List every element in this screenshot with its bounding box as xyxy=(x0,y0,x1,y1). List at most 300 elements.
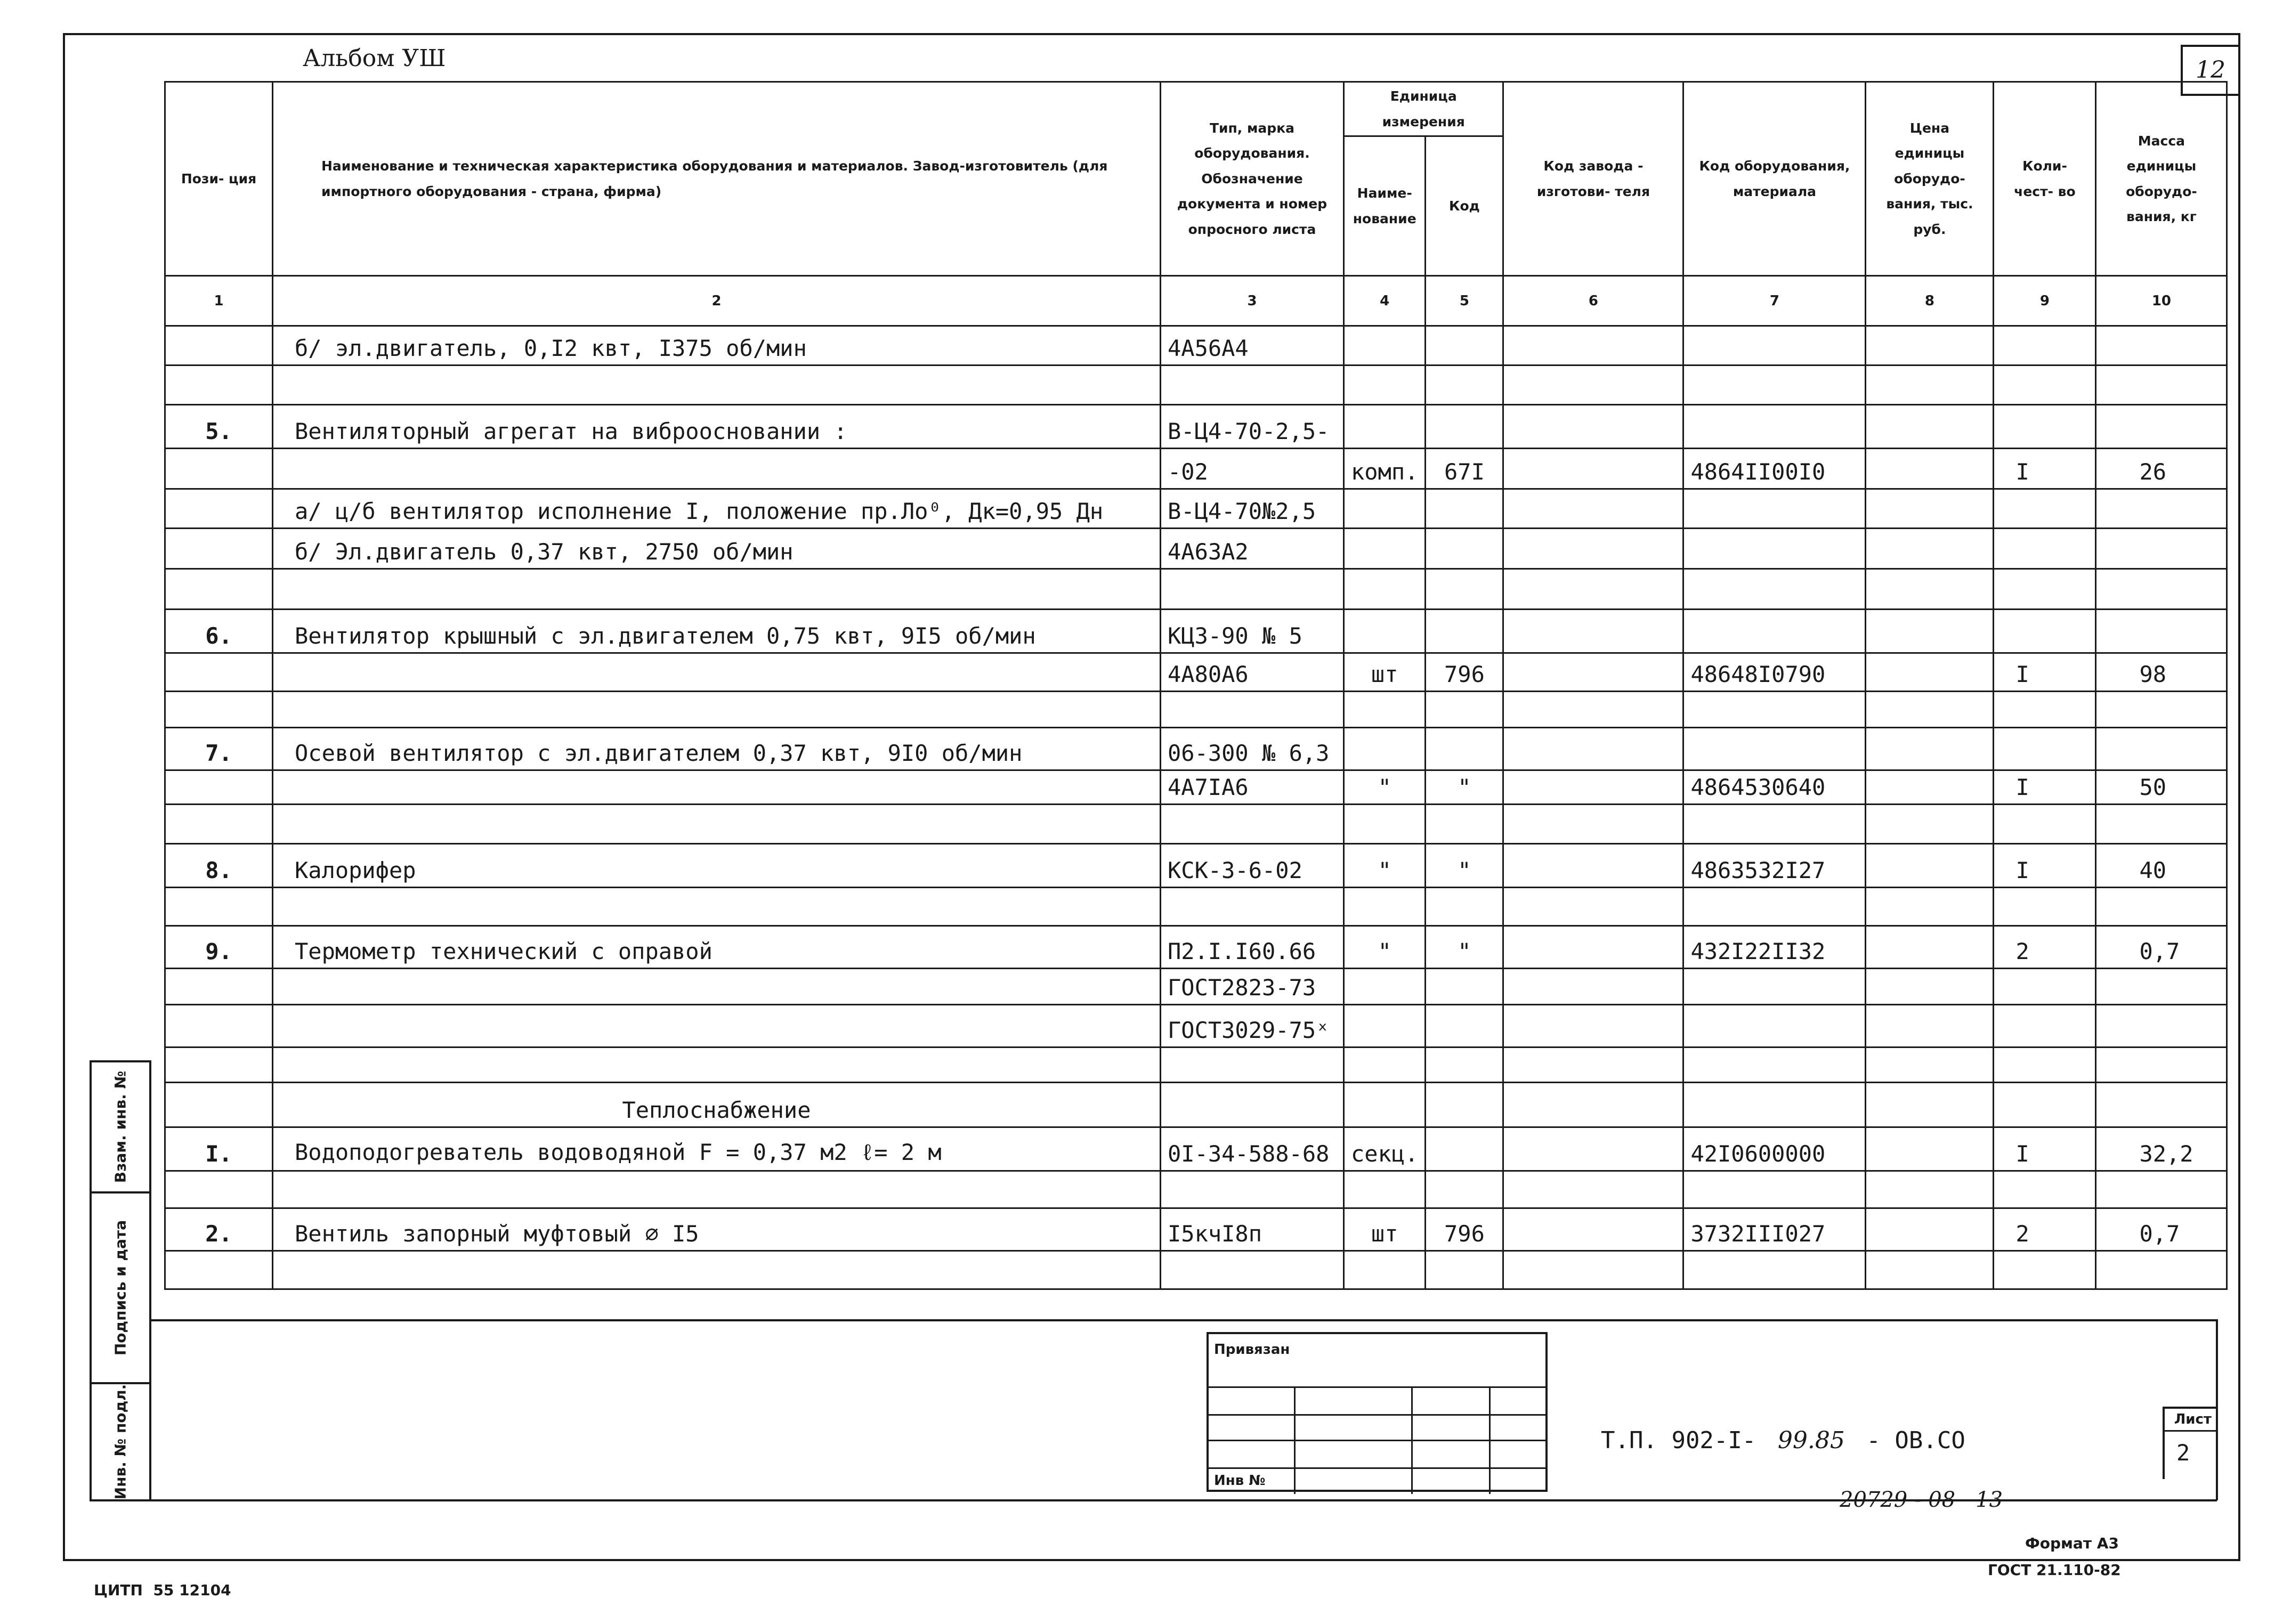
cell-name: б/ Эл.двигатель 0,37 квт, 2750 об/мин xyxy=(273,529,1161,569)
inventory-label: Инв № xyxy=(1214,1473,1266,1489)
cell-factory-code xyxy=(1503,844,1683,888)
cell-name: Вентиляторный агрегат на виброосновании : xyxy=(273,405,1161,449)
table-row xyxy=(165,610,2227,653)
cell-unit-code xyxy=(1426,489,1503,529)
binding-stamp xyxy=(1207,1332,1548,1492)
cell-factory-code xyxy=(1503,1251,1683,1289)
cell-type: 4А7IА6 xyxy=(1161,770,1344,805)
cell-unit-code: 796 xyxy=(1426,1208,1503,1251)
cell-mass xyxy=(2096,326,2227,366)
cell-price xyxy=(1866,326,1994,366)
cell-position xyxy=(165,692,273,728)
title-block-right-line xyxy=(2216,1319,2218,1500)
cell-unit-name: комп. xyxy=(1344,449,1426,489)
cell-factory-code xyxy=(1503,692,1683,728)
cell-equipment-code: 48648I0790 xyxy=(1683,653,1866,692)
cell-price xyxy=(1866,653,1994,692)
col-header-unit-code: Код xyxy=(1426,136,1503,276)
document-code xyxy=(1601,1427,1965,1454)
cell-factory-code xyxy=(1503,1171,1683,1208)
cell-position xyxy=(165,326,273,366)
cell-mass: 32,2 xyxy=(2096,1127,2227,1171)
cell-unit-name: " xyxy=(1344,844,1426,888)
cell-price xyxy=(1866,888,1994,926)
cell-mass: 40 xyxy=(2096,844,2227,888)
cell-quantity: I xyxy=(1994,844,2096,888)
cell-position xyxy=(165,366,273,405)
cell-unit-name: " xyxy=(1344,926,1426,969)
footer-code: ЦИТП 55 12104 xyxy=(94,1581,231,1599)
table-row xyxy=(165,770,2227,805)
sheet-number: 2 xyxy=(2176,1440,2190,1466)
cell-mass xyxy=(2096,888,2227,926)
cell-quantity: I xyxy=(1994,770,2096,805)
cell-price xyxy=(1866,1208,1994,1251)
cell-position xyxy=(165,529,273,569)
cell-type xyxy=(1161,569,1344,610)
cell-name xyxy=(273,449,1161,489)
table-row xyxy=(165,1083,2227,1127)
cell-unit-name xyxy=(1344,1048,1426,1083)
cell-equipment-code xyxy=(1683,405,1866,449)
cell-position xyxy=(165,805,273,844)
cell-quantity xyxy=(1994,326,2096,366)
cell-equipment-code xyxy=(1683,366,1866,405)
col-header-mass: Масса единицы оборудо- вания, кг xyxy=(2096,82,2227,276)
cell-name xyxy=(273,888,1161,926)
cell-position xyxy=(165,489,273,529)
cell-unit-name: " xyxy=(1344,770,1426,805)
cell-unit-code: " xyxy=(1426,926,1503,969)
cell-unit-name xyxy=(1344,610,1426,653)
cell-unit-code xyxy=(1426,692,1503,728)
cell-unit-code: " xyxy=(1426,844,1503,888)
cell-equipment-code xyxy=(1683,692,1866,728)
cell-type: 06-300 № 6,3 xyxy=(1161,728,1344,770)
col-number-3: 3 xyxy=(1161,276,1344,326)
col-number-5: 5 xyxy=(1426,276,1503,326)
cell-position xyxy=(165,1048,273,1083)
cell-position: 6. xyxy=(165,610,273,653)
sheet-label: Лист xyxy=(2165,1409,2216,1432)
cell-factory-code xyxy=(1503,770,1683,805)
cell-mass xyxy=(2096,489,2227,529)
cell-mass xyxy=(2096,610,2227,653)
col-number-7: 7 xyxy=(1683,276,1866,326)
cell-quantity xyxy=(1994,610,2096,653)
cell-quantity: 2 xyxy=(1994,1208,2096,1251)
cell-price xyxy=(1866,926,1994,969)
cell-price xyxy=(1866,844,1994,888)
col-header-equipment-code: Код оборудования, материала xyxy=(1683,82,1866,276)
cell-price xyxy=(1866,1127,1994,1171)
table-row xyxy=(165,728,2227,770)
cell-unit-code xyxy=(1426,569,1503,610)
col-header-price: Цена единицы оборудо- вания, тыс. руб. xyxy=(1866,82,1994,276)
cell-name xyxy=(273,969,1161,1005)
table-row xyxy=(165,1171,2227,1208)
album-title: Альбом УШ xyxy=(303,45,446,72)
cell-mass: 98 xyxy=(2096,653,2227,692)
cell-type xyxy=(1161,1251,1344,1289)
cell-name xyxy=(273,1005,1161,1048)
cell-unit-name xyxy=(1344,1083,1426,1127)
cell-equipment-code xyxy=(1683,805,1866,844)
cell-position xyxy=(165,888,273,926)
cell-name xyxy=(273,1171,1161,1208)
cell-factory-code xyxy=(1503,529,1683,569)
cell-unit-name xyxy=(1344,805,1426,844)
cell-type: 4А80А6 xyxy=(1161,653,1344,692)
specification-table xyxy=(164,81,2228,1290)
col-header-unit-name: Наиме- нование xyxy=(1344,136,1426,276)
cell-quantity xyxy=(1994,489,2096,529)
sheet-box xyxy=(2163,1407,2216,1479)
cell-equipment-code: 4864530640 xyxy=(1683,770,1866,805)
cell-quantity xyxy=(1994,366,2096,405)
cell-type: ГОСТ3029-75ˣ xyxy=(1161,1005,1344,1048)
cell-factory-code xyxy=(1503,569,1683,610)
cell-quantity xyxy=(1994,569,2096,610)
cell-name: Вентиль запорный муфтовый ∅ I5 xyxy=(273,1208,1161,1251)
cell-unit-code xyxy=(1426,366,1503,405)
cell-factory-code xyxy=(1503,653,1683,692)
col-number-8: 8 xyxy=(1866,276,1994,326)
cell-unit-code: " xyxy=(1426,770,1503,805)
side-original-inv xyxy=(90,1382,151,1501)
cell-unit-code: 67I xyxy=(1426,449,1503,489)
cell-quantity xyxy=(1994,1251,2096,1289)
cell-equipment-code: 4864II00I0 xyxy=(1683,449,1866,489)
cell-type: КЦЗ-90 № 5 xyxy=(1161,610,1344,653)
cell-equipment-code xyxy=(1683,1251,1866,1289)
cell-mass: 0,7 xyxy=(2096,1208,2227,1251)
table-row xyxy=(165,844,2227,888)
cell-quantity xyxy=(1994,405,2096,449)
cell-price xyxy=(1866,610,1994,653)
table-row xyxy=(165,805,2227,844)
cell-position xyxy=(165,449,273,489)
cell-name xyxy=(273,653,1161,692)
cell-equipment-code xyxy=(1683,1171,1866,1208)
cell-type: В-Ц4-70-2,5- xyxy=(1161,405,1344,449)
cell-mass xyxy=(2096,1005,2227,1048)
cell-name xyxy=(273,692,1161,728)
cell-position: I. xyxy=(165,1127,273,1171)
cell-position: 8. xyxy=(165,844,273,888)
cell-unit-name: шт xyxy=(1344,653,1426,692)
cell-factory-code xyxy=(1503,489,1683,529)
col-number-6: 6 xyxy=(1503,276,1683,326)
cell-unit-code xyxy=(1426,1083,1503,1127)
cell-quantity xyxy=(1994,888,2096,926)
cell-factory-code xyxy=(1503,610,1683,653)
cell-position xyxy=(165,653,273,692)
cell-equipment-code: 432I22II32 xyxy=(1683,926,1866,969)
cell-unit-name xyxy=(1344,326,1426,366)
cell-name: Вентилятор крышный с эл.двигателем 0,75 квт, 9I5 об/мин xyxy=(273,610,1161,653)
cell-mass: 0,7 xyxy=(2096,926,2227,969)
cell-name xyxy=(273,1251,1161,1289)
cell-unit-code xyxy=(1426,1171,1503,1208)
cell-equipment-code xyxy=(1683,489,1866,529)
cell-equipment-code xyxy=(1683,1005,1866,1048)
cell-type xyxy=(1161,1083,1344,1127)
cell-type: I5кчI8п xyxy=(1161,1208,1344,1251)
cell-factory-code xyxy=(1503,1048,1683,1083)
cell-price xyxy=(1866,405,1994,449)
table-row xyxy=(165,489,2227,529)
cell-factory-code xyxy=(1503,366,1683,405)
table-row xyxy=(165,1251,2227,1289)
cell-unit-name xyxy=(1344,728,1426,770)
cell-name: а/ ц/б вентилятор исполнение I, положение пр.Ло⁰, Дк=0,95 Дн xyxy=(273,489,1161,529)
cell-position xyxy=(165,1005,273,1048)
cell-mass xyxy=(2096,366,2227,405)
cell-position xyxy=(165,770,273,805)
cell-equipment-code: 42I0600000 xyxy=(1683,1127,1866,1171)
cell-equipment-code: 4863532I27 xyxy=(1683,844,1866,888)
table-row xyxy=(165,926,2227,969)
cell-position xyxy=(165,569,273,610)
col-header-name: Наименование и техническая характеристика оборудования и материалов. Завод-изготовитель (для импортного оборудования - страна, фирма) xyxy=(273,82,1161,276)
cell-unit-name xyxy=(1344,405,1426,449)
cell-name xyxy=(273,770,1161,805)
cell-type xyxy=(1161,366,1344,405)
cell-unit-code xyxy=(1426,1005,1503,1048)
cell-unit-code: 796 xyxy=(1426,653,1503,692)
cell-price xyxy=(1866,366,1994,405)
table-row xyxy=(165,653,2227,692)
table-row xyxy=(165,529,2227,569)
side-label: Подпись и дата xyxy=(111,1220,129,1356)
cell-type xyxy=(1161,1171,1344,1208)
cell-unit-name xyxy=(1344,489,1426,529)
cell-quantity xyxy=(1994,969,2096,1005)
cell-type: ГОСТ2823-73 xyxy=(1161,969,1344,1005)
cell-quantity: I xyxy=(1994,449,2096,489)
cell-position: 5. xyxy=(165,405,273,449)
cell-price xyxy=(1866,1048,1994,1083)
cell-price xyxy=(1866,728,1994,770)
cell-unit-name xyxy=(1344,1005,1426,1048)
cell-price xyxy=(1866,569,1994,610)
cell-price xyxy=(1866,529,1994,569)
cell-factory-code xyxy=(1503,326,1683,366)
cell-price xyxy=(1866,770,1994,805)
cell-factory-code xyxy=(1503,1005,1683,1048)
cell-unit-name: секц. xyxy=(1344,1127,1426,1171)
table-row xyxy=(165,1005,2227,1048)
table-row xyxy=(165,1048,2227,1083)
cell-unit-code xyxy=(1426,888,1503,926)
title-block-top-line xyxy=(151,1319,2217,1321)
cell-type xyxy=(1161,1048,1344,1083)
col-header-unit-group: Единица измерения xyxy=(1344,82,1503,136)
cell-equipment-code: 3732III027 xyxy=(1683,1208,1866,1251)
cell-name xyxy=(273,1048,1161,1083)
cell-equipment-code xyxy=(1683,529,1866,569)
col-number-2: 2 xyxy=(273,276,1161,326)
cell-mass xyxy=(2096,728,2227,770)
cell-mass xyxy=(2096,969,2227,1005)
cell-quantity xyxy=(1994,1005,2096,1048)
cell-price xyxy=(1866,449,1994,489)
table-row xyxy=(165,449,2227,489)
cell-equipment-code xyxy=(1683,1083,1866,1127)
table-row xyxy=(165,405,2227,449)
cell-name xyxy=(273,366,1161,405)
cell-price xyxy=(1866,1251,1994,1289)
cell-name: Теплоснабжение xyxy=(273,1083,1161,1127)
cell-quantity xyxy=(1994,1083,2096,1127)
cell-position xyxy=(165,1251,273,1289)
cell-equipment-code xyxy=(1683,1048,1866,1083)
cell-mass xyxy=(2096,569,2227,610)
col-header-position: Пози- ция xyxy=(165,82,273,276)
cell-type: 4А63А2 xyxy=(1161,529,1344,569)
gost-label: ГОСТ 21.110-82 xyxy=(1988,1561,2121,1579)
col-header-quantity: Коли- чест- во xyxy=(1994,82,2096,276)
cell-name: Осевой вентилятор с эл.двигателем 0,37 квт, 9I0 об/мин xyxy=(273,728,1161,770)
cell-unit-name xyxy=(1344,569,1426,610)
cell-position xyxy=(165,1083,273,1127)
cell-factory-code xyxy=(1503,728,1683,770)
table-row xyxy=(165,969,2227,1005)
cell-unit-name xyxy=(1344,529,1426,569)
side-label: Взам. инв. № xyxy=(111,1070,129,1183)
cell-price xyxy=(1866,1171,1994,1208)
table-row xyxy=(165,366,2227,405)
cell-price xyxy=(1866,805,1994,844)
table-row xyxy=(165,1208,2227,1251)
col-number-1: 1 xyxy=(165,276,273,326)
cell-equipment-code xyxy=(1683,728,1866,770)
cell-name xyxy=(273,805,1161,844)
cell-type: КСК-3-6-02 xyxy=(1161,844,1344,888)
cell-unit-name xyxy=(1344,1251,1426,1289)
cell-unit-code xyxy=(1426,610,1503,653)
col-number-4: 4 xyxy=(1344,276,1426,326)
cell-factory-code xyxy=(1503,405,1683,449)
cell-mass xyxy=(2096,1251,2227,1289)
document-code-handwritten: 99.85 xyxy=(1777,1427,1845,1454)
cell-type xyxy=(1161,888,1344,926)
cell-unit-code xyxy=(1426,1251,1503,1289)
cell-position: 9. xyxy=(165,926,273,969)
cell-quantity xyxy=(1994,1171,2096,1208)
specification-body xyxy=(165,326,2227,1289)
cell-mass xyxy=(2096,529,2227,569)
cell-price xyxy=(1866,692,1994,728)
cell-price xyxy=(1866,1005,1994,1048)
cell-quantity xyxy=(1994,529,2096,569)
cell-equipment-code xyxy=(1683,326,1866,366)
cell-equipment-code xyxy=(1683,610,1866,653)
cell-mass xyxy=(2096,1171,2227,1208)
cell-price xyxy=(1866,1083,1994,1127)
cell-quantity xyxy=(1994,805,2096,844)
cell-equipment-code xyxy=(1683,569,1866,610)
cell-name xyxy=(273,569,1161,610)
binding-label: Привязан xyxy=(1214,1342,1290,1358)
cell-factory-code xyxy=(1503,805,1683,844)
cell-factory-code xyxy=(1503,1127,1683,1171)
cell-unit-name xyxy=(1344,1171,1426,1208)
cell-mass: 26 xyxy=(2096,449,2227,489)
cell-position: 2. xyxy=(165,1208,273,1251)
cell-position xyxy=(165,1171,273,1208)
side-signature-date xyxy=(90,1191,151,1384)
cell-position xyxy=(165,969,273,1005)
cell-quantity xyxy=(1994,728,2096,770)
cell-name: Водоподогреватель водоводяной F = 0,37 м2 ℓ= 2 м xyxy=(273,1127,1161,1171)
table-row xyxy=(165,326,2227,366)
cell-factory-code xyxy=(1503,1083,1683,1127)
cell-factory-code xyxy=(1503,926,1683,969)
cell-type: -02 xyxy=(1161,449,1344,489)
cell-quantity xyxy=(1994,692,2096,728)
handwritten-number: 20729 - 08 13 xyxy=(1840,1488,2003,1512)
cell-price xyxy=(1866,489,1994,529)
col-number-10: 10 xyxy=(2096,276,2227,326)
cell-mass xyxy=(2096,805,2227,844)
cell-name: Калорифер xyxy=(273,844,1161,888)
cell-position: 7. xyxy=(165,728,273,770)
cell-factory-code xyxy=(1503,1208,1683,1251)
format-label: Формат А3 xyxy=(2025,1534,2119,1552)
cell-factory-code xyxy=(1503,969,1683,1005)
cell-mass: 50 xyxy=(2096,770,2227,805)
side-replacement-inv xyxy=(90,1060,151,1193)
cell-mass xyxy=(2096,692,2227,728)
cell-mass xyxy=(2096,1083,2227,1127)
table-row xyxy=(165,692,2227,728)
cell-quantity: I xyxy=(1994,653,2096,692)
cell-quantity: I xyxy=(1994,1127,2096,1171)
cell-name: б/ эл.двигатель, 0,I2 квт, I375 об/мин xyxy=(273,326,1161,366)
document-code-prefix: Т.П. 902-I- xyxy=(1601,1427,1756,1454)
cell-price xyxy=(1866,969,1994,1005)
cell-mass xyxy=(2096,1048,2227,1083)
cell-factory-code xyxy=(1503,449,1683,489)
cell-type xyxy=(1161,805,1344,844)
cell-unit-code xyxy=(1426,969,1503,1005)
page-number: 12 xyxy=(2196,56,2225,84)
cell-unit-name: шт xyxy=(1344,1208,1426,1251)
cell-type: 0I-34-588-68 xyxy=(1161,1127,1344,1171)
cell-unit-code xyxy=(1426,1048,1503,1083)
cell-name: Термометр технический с оправой xyxy=(273,926,1161,969)
document-code-suffix: - ОВ.СО xyxy=(1866,1427,1965,1454)
cell-unit-code xyxy=(1426,405,1503,449)
table-row xyxy=(165,1127,2227,1171)
cell-unit-name xyxy=(1344,692,1426,728)
side-label: Инв. № подл. xyxy=(111,1384,129,1500)
table-row xyxy=(165,569,2227,610)
cell-unit-name xyxy=(1344,888,1426,926)
cell-quantity: 2 xyxy=(1994,926,2096,969)
col-header-type: Тип, марка оборудования. Обозначение документа и номер опросного листа xyxy=(1161,82,1344,276)
cell-type: 4А56А4 xyxy=(1161,326,1344,366)
cell-type: В-Ц4-70№2,5 xyxy=(1161,489,1344,529)
cell-quantity xyxy=(1994,1048,2096,1083)
cell-type: П2.I.I60.66 xyxy=(1161,926,1344,969)
cell-type xyxy=(1161,692,1344,728)
cell-equipment-code xyxy=(1683,969,1866,1005)
cell-factory-code xyxy=(1503,888,1683,926)
cell-unit-code xyxy=(1426,728,1503,770)
